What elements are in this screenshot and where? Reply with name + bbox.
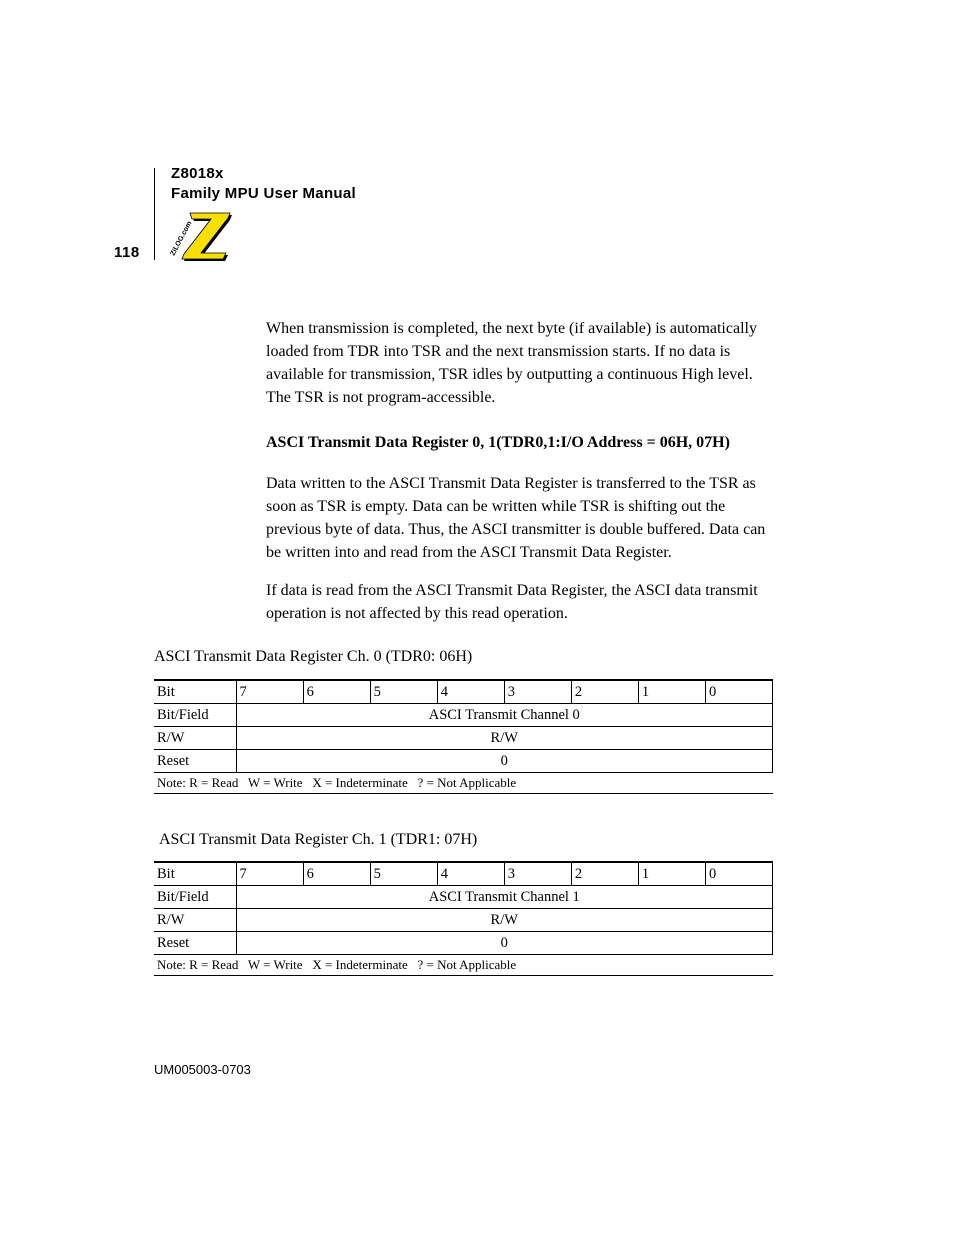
page-number: 118: [114, 244, 140, 261]
bit-label: Bit: [154, 862, 236, 886]
table-row: [154, 932, 773, 955]
rw-label: R/W: [154, 727, 236, 750]
field-label: Bit/Field: [154, 886, 236, 909]
rw-value: R/W: [236, 909, 773, 932]
header-divider: [154, 168, 155, 260]
table-note-row: [154, 955, 773, 976]
bit-cell: 7: [236, 680, 303, 704]
manual-title-line2: Family MPU User Manual: [171, 185, 356, 202]
reset-label: Reset: [154, 932, 236, 955]
paragraph-tsr: When transmission is completed, the next byte (if available) is automatically loaded from TDR into TSR and the next transmission starts. If no data is available for transmission, TSR idles by outputting a continuous High level. The TSR is not program-accessible.: [266, 320, 757, 406]
bit-cell: 0: [705, 680, 772, 704]
table-row: [154, 727, 773, 750]
bit-cell: 2: [571, 862, 638, 886]
table-note: Note: R = Read W = Write X = Indeterminate ? = Not Applicable: [154, 955, 773, 976]
reset-value: 0: [236, 932, 773, 955]
rw-value: R/W: [236, 727, 773, 750]
table-note: Note: R = Read W = Write X = Indeterminate ? = Not Applicable: [154, 773, 773, 794]
bit-cell: 5: [370, 862, 437, 886]
reset-label: Reset: [154, 750, 236, 773]
field-value: ASCI Transmit Channel 1: [236, 886, 773, 909]
manual-title-line1: Z8018x: [171, 165, 224, 182]
paragraph-read-operation: If data is read from the ASCI Transmit Data Register, the ASCI data transmit operation is not affected by this read operation.: [266, 582, 758, 622]
table-row: [154, 862, 773, 886]
register-table-tdr1: [154, 861, 773, 976]
bit-cell: 4: [437, 862, 504, 886]
table-row: [154, 909, 773, 932]
field-value: ASCI Transmit Channel 0: [236, 704, 773, 727]
section-heading: ASCI Transmit Data Register 0, 1(TDR0,1:I/O Address = 06H, 07H): [266, 434, 730, 451]
bit-cell: 2: [571, 680, 638, 704]
rw-label: R/W: [154, 909, 236, 932]
bit-cell: 0: [705, 862, 772, 886]
bit-cell: 4: [437, 680, 504, 704]
bit-cell: 7: [236, 862, 303, 886]
bit-label: Bit: [154, 680, 236, 704]
table-row: [154, 886, 773, 909]
paragraph-tdr-description: Data written to the ASCI Transmit Data Register is transferred to the TSR as soon as TSR is empty. Data can be written while TSR is shifting out the previous byte of data. Thus, the ASCI transmitter is double buffered. Data can be written into and read from the ASCI Transmit Data Register.: [266, 475, 766, 561]
table-caption: ASCI Transmit Data Register Ch. 1 (TDR1: 07H): [159, 831, 478, 848]
table-row: [154, 750, 773, 773]
table-row: [154, 680, 773, 704]
logo-text: ZiLOG.com: [170, 220, 194, 257]
register-table-tdr0: [154, 679, 773, 794]
table-caption: ASCI Transmit Data Register Ch. 0 (TDR0: 06H): [154, 648, 473, 665]
document-id: UM005003-0703: [154, 1062, 251, 1077]
bit-cell: 5: [370, 680, 437, 704]
table-row: [154, 704, 773, 727]
reset-value: 0: [236, 750, 773, 773]
bit-cell: 6: [303, 680, 370, 704]
bit-cell: 3: [504, 680, 571, 704]
field-label: Bit/Field: [154, 704, 236, 727]
bit-cell: 1: [638, 680, 705, 704]
bit-cell: 3: [504, 862, 571, 886]
table-note-row: [154, 773, 773, 794]
bit-cell: 6: [303, 862, 370, 886]
bit-cell: 1: [638, 862, 705, 886]
zilog-logo-icon: [170, 210, 234, 262]
